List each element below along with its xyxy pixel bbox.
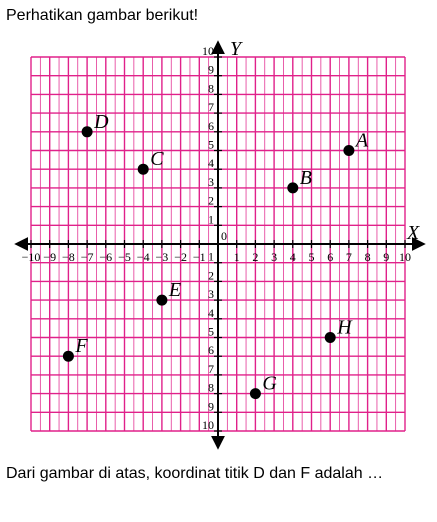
origin-label: 0	[221, 229, 227, 243]
x-tick-label: −6	[99, 250, 113, 264]
point-c	[138, 164, 149, 175]
intro-text: Perhatikan gambar berikut!	[6, 7, 199, 24]
point-label-e: E	[168, 279, 182, 302]
y-tick-label: 5	[208, 137, 214, 152]
y-tick-label: 4	[208, 305, 214, 320]
y-tick-label: 6	[208, 118, 214, 133]
point-label-a: A	[355, 129, 369, 152]
x-axis-label: X	[407, 222, 420, 244]
y-tick-label: 6	[208, 343, 214, 358]
x-tick-label: −4	[136, 250, 150, 264]
y-tick-label: 8	[208, 81, 214, 96]
point-h	[325, 332, 336, 343]
y-tick-label: 1	[208, 249, 214, 264]
x-tick-label: −8	[62, 250, 75, 264]
x-tick-label: 5	[308, 250, 315, 264]
point-d	[82, 126, 93, 137]
y-axis-label: Y	[230, 38, 242, 60]
y-tick-label: 2	[208, 268, 214, 283]
x-tick-label: −3	[155, 250, 169, 264]
x-tick-label: 9	[383, 250, 390, 264]
point-label-c: C	[150, 148, 164, 171]
y-tick-label: 2	[208, 193, 214, 208]
y-tick-label: 7	[208, 100, 214, 115]
question-text: Dari gambar di atas, koordinat titik D dan F adalah …	[6, 465, 384, 482]
x-tick-label: −5	[118, 250, 131, 264]
y-tick-label: 4	[208, 156, 214, 171]
y-tick-label: 1	[208, 212, 214, 227]
y-tick-label: 10	[202, 44, 214, 58]
x-tick-label: 3	[271, 250, 278, 264]
tick-labels	[22, 44, 411, 432]
point-a	[343, 145, 354, 156]
point-label-d: D	[94, 110, 109, 133]
coordinate-plane	[0, 36, 437, 456]
x-tick-label: −10	[21, 250, 41, 264]
y-tick-label: 10	[202, 418, 214, 432]
x-tick-label: −1	[192, 250, 206, 264]
point-f	[63, 351, 74, 362]
x-tick-label: 7	[345, 250, 352, 264]
x-tick-label: 2	[252, 250, 259, 264]
x-tick-label: −2	[174, 250, 187, 264]
point-g	[250, 388, 261, 399]
y-tick-label: 3	[208, 287, 214, 302]
x-tick-label: 8	[364, 250, 371, 264]
point-label-b: B	[299, 166, 313, 189]
y-tick-label: 9	[208, 399, 214, 414]
point-b	[287, 182, 298, 193]
x-tick-label: 1	[233, 250, 240, 264]
point-label-f: F	[75, 335, 88, 358]
y-tick-label: 8	[208, 380, 214, 395]
x-tick-label: −7	[80, 250, 94, 264]
point-label-h: H	[337, 316, 352, 339]
y-tick-label: 3	[208, 174, 214, 189]
point-e	[156, 295, 167, 306]
y-tick-label: 9	[208, 62, 214, 77]
y-tick-label: 7	[208, 361, 214, 376]
x-tick-label: 10	[399, 250, 411, 264]
x-tick-label: 6	[327, 250, 334, 264]
x-tick-label: 4	[289, 250, 296, 264]
y-tick-label: 5	[208, 324, 214, 339]
point-label-g: G	[262, 372, 277, 395]
x-tick-label: −9	[43, 250, 57, 264]
